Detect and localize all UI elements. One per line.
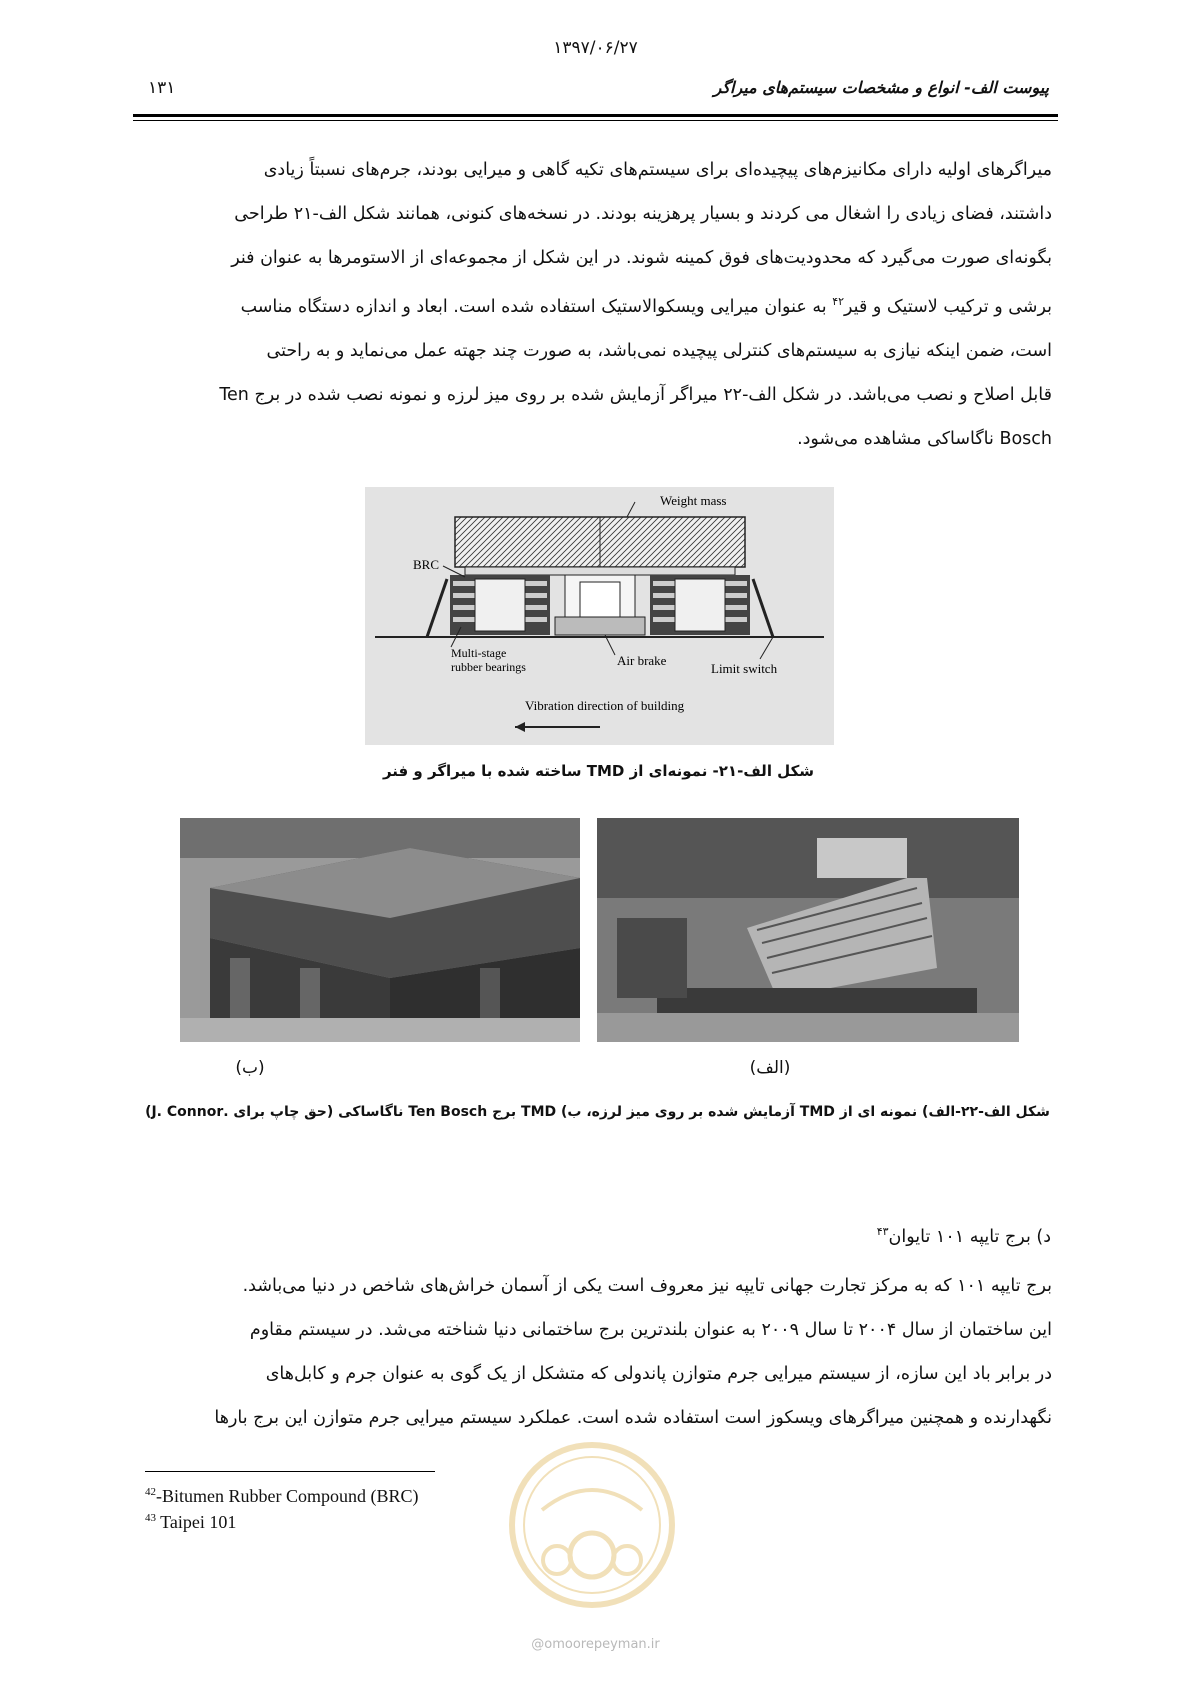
figure-22-caption: شکل الف-۲۲-الف) نمونه ای از TMD آزمایش شده بر روی میز لرزه، ب) TMD برج Ten Bosch ناگاساکی (حق چاپ برای .J. Connor) (145, 1104, 1050, 1120)
intro-line: میراگرهای اولیه دارای مکانیزم‌های پیچیده‌ای برای سیستم‌های تکیه گاهی و میرایی بودند، جرم‌های نسبتاً زیادی (263, 160, 1052, 180)
intro-line: است، ضمن اینکه نیازی به سیستم‌های کنترلی پیچیده نمی‌باشد، به صورت چند جهته عمل می‌نماید و به راحتی (266, 340, 1052, 361)
label-brc: BRC (413, 557, 440, 572)
footnote-number: 43 (145, 1512, 156, 1524)
footnote-ref-42: ۴۲ (832, 295, 845, 308)
intro-line-with-footnote (145, 280, 1052, 329)
footnote-43 (145, 1512, 236, 1533)
footnote-ref-43: ۴۳ (876, 1225, 889, 1238)
photo-tmd-shake-table (597, 818, 1019, 1042)
section-heading (877, 1225, 1051, 1247)
label-vibration-direction: Vibration direction of building (525, 698, 685, 713)
intro-line: Bosch ناگاساکی مشاهده می‌شود. (797, 428, 1052, 449)
header-rule-thin (133, 120, 1058, 121)
label-limit-switch: Limit switch (711, 661, 778, 676)
intro-line-part: به عنوان میرایی ویسکوالاستیک استفاده شده است. ابعاد و اندازه دستگاه مناسب (240, 296, 833, 317)
figure-21-caption: شکل الف-۲۱- نمونه‌ای از TMD ساخته شده با میراگر و فنر (382, 762, 815, 780)
section-heading-text: د) برج تایپه ۱۰۱ تایوان (888, 1226, 1051, 1247)
page-number: ۱۳۱ (148, 78, 176, 98)
section-line: برج تایپه ۱۰۱ که به مرکز تجارت جهانی تایپه نیز معروف است یکی از آسمان خراش‌های شاخص در دنیا می‌باشد. (242, 1276, 1052, 1296)
label-weight-mass: Weight mass (660, 493, 727, 508)
label-multi-stage: Multi-stage (451, 646, 507, 660)
intro-line-part: برشی و ترکیب لاستیک و قیر (844, 296, 1052, 317)
footnote-rule (145, 1471, 435, 1472)
left-bearing-stack (450, 575, 550, 635)
section-line: در برابر باد این سازه، از سیستم میرایی جرم متوازن پاندولی که متشکل از یک گوی به عنوان جرم و کابل‌های (265, 1364, 1052, 1384)
footnote-number: 42 (145, 1486, 156, 1498)
watermark-url: @omoorepeyman.ir (531, 1637, 660, 1652)
header-rule-thick (133, 114, 1058, 117)
footnote-42 (145, 1486, 419, 1507)
intro-paragraph (145, 148, 1052, 461)
figure-21-diagram (365, 487, 834, 745)
footnote-text: Taipei 101 (156, 1512, 237, 1532)
footnote-text: -Bitumen Rubber Compound (BRC) (156, 1486, 419, 1506)
running-title: پیوست الف- انواع و مشخصات سیستم‌های میراگر (713, 78, 1049, 97)
section-line: این ساختمان از سال ۲۰۰۴ تا سال ۲۰۰۹ به عنوان بلندترین برج ساختمانی دنیا شناخته می‌شد. در سیستم مقاوم (249, 1320, 1052, 1340)
intro-line: بگونه‌ای صورت می‌گیرد که محدودیت‌های فوق کمینه شوند. در این شکل از مجموعه‌ای از الاستومرها به عنوان فنر (231, 248, 1052, 268)
watermark-logo-icon (507, 1440, 677, 1610)
header-date: ۱۳۹۷/۰۶/۲۷ (553, 38, 638, 58)
photo-tmd-ten-bosch (180, 818, 580, 1042)
section-line: نگهدارنده و همچنین میراگرهای ویسکوز است استفاده شده است. عملکرد سیستم میرایی جرم متوازن این برج بارها (214, 1408, 1052, 1428)
right-bearing-stack (650, 575, 750, 635)
label-air-brake: Air brake (617, 653, 667, 668)
figure-22-label-a: (الف) (749, 1058, 791, 1078)
figure-22-label-b: (ب) (235, 1058, 265, 1078)
intro-line: داشتند، فضای زیادی را اشغال می کردند و بسیار پرهزینه بودند. در نسخه‌های کنونی، همانند شکل الف-۲۱ طراحی (234, 204, 1052, 224)
intro-line: قابل اصلاح و نصب می‌باشد. در شکل الف-۲۲ میراگر آزمایش شده بر روی میز لرزه و نمونه نصب شده در برج Ten (219, 384, 1052, 405)
label-rubber-bearings: rubber bearings (451, 660, 526, 674)
section-paragraph (145, 1264, 1052, 1440)
